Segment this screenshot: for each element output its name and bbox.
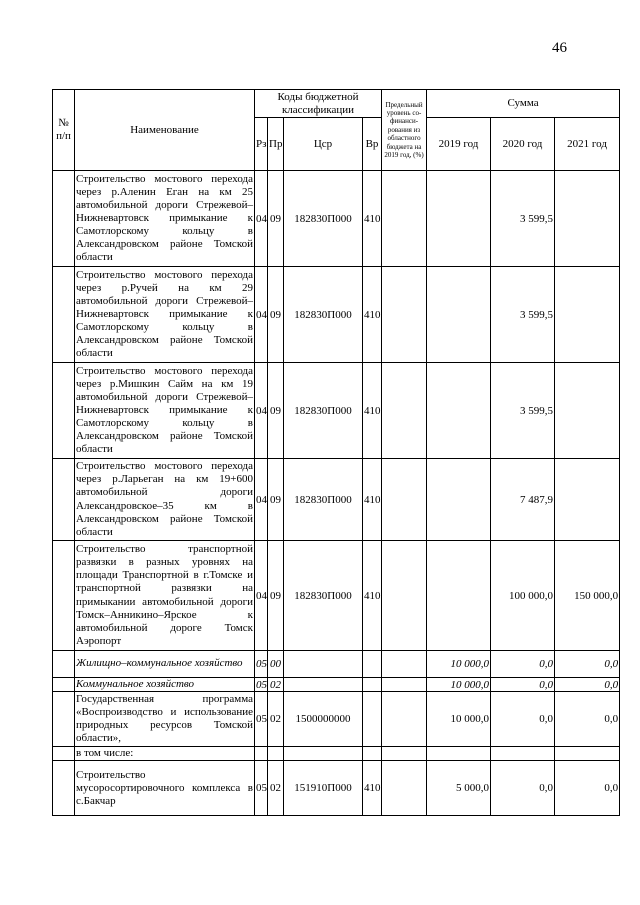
row-limit [382, 171, 427, 267]
row-csr: 182830П000 [284, 363, 363, 459]
row-rz: 05 [255, 692, 268, 747]
row-limit [382, 459, 427, 541]
row-csr: 1500000000 [284, 692, 363, 747]
row-2019: 10 000,0 [427, 692, 491, 747]
table-row [53, 678, 620, 692]
row-vr [363, 678, 382, 692]
table-row [53, 541, 620, 651]
row-vr: 410 [363, 459, 382, 541]
row-2021: 150 000,0 [555, 541, 620, 651]
row-vr: 410 [363, 267, 382, 363]
row-vr: 410 [363, 171, 382, 267]
row-2020: 0,0 [491, 692, 555, 747]
page-number: 46 [552, 40, 567, 56]
row-name: Коммунальное хозяйство [75, 678, 255, 692]
row-rz: 04 [255, 459, 268, 541]
row-2020: 0,0 [491, 761, 555, 816]
table-row [53, 651, 620, 678]
header-codes-group: Коды бюджетной классификации [255, 90, 382, 118]
row-csr: 182830П000 [284, 459, 363, 541]
row-rz: 04 [255, 267, 268, 363]
row-csr [284, 651, 363, 678]
row-limit [382, 363, 427, 459]
table-header [53, 90, 620, 171]
header-sum-group: Сумма [427, 90, 620, 118]
row-pr: 00 [268, 651, 284, 678]
row-2020: 0,0 [491, 651, 555, 678]
row-rz: 04 [255, 363, 268, 459]
row-limit [382, 761, 427, 816]
row-pr: 02 [268, 678, 284, 692]
row-2019 [427, 541, 491, 651]
row-limit [382, 747, 427, 761]
row-pr: 09 [268, 267, 284, 363]
row-rz: 05 [256, 678, 267, 691]
row-2019: 10 000,0 [427, 678, 491, 692]
header-limit: Предельный уровень со- финанси- рования из областного бюджета на 2019 год, (%) [382, 90, 427, 171]
row-limit [382, 541, 427, 651]
row-rz: 04 [255, 171, 268, 267]
table-row [53, 747, 620, 761]
row-pr [268, 747, 284, 761]
budget-table [52, 89, 620, 816]
row-rz: 05 [255, 651, 268, 678]
row-2020: 0,0 [491, 678, 555, 692]
row-vr [363, 651, 382, 678]
row-name: Строительство мостового перехода через р.Мишкин Сайм на км 19 автомобильной дороги Стрежевой–Нижневартовск примыкание к Самотлорскому кольцу в Александровском районе Томской области [75, 363, 255, 459]
row-name: Жилищно–коммунальное хозяйство [75, 651, 255, 678]
row-num [53, 678, 75, 692]
row-csr: 151910П000 [284, 761, 363, 816]
table-row [53, 692, 620, 747]
row-2020 [491, 747, 555, 761]
row-num [53, 651, 75, 678]
table-row [53, 363, 620, 459]
row-num [53, 541, 75, 651]
header-rz: Рз [255, 118, 268, 171]
row-name: Строительство мостового перехода через р.Ручей на км 29 автомобильной дороги Стрежевой–Нижневартовск примыкание к Самотлорскому кольцу в Александровском районе Томской области [75, 267, 255, 363]
row-2021: 0,0 [555, 678, 620, 692]
header-csr: Цср [284, 118, 363, 171]
row-num [53, 171, 75, 267]
header-2020: 2020 год [491, 118, 555, 171]
header-pr: Пр [268, 118, 284, 171]
row-csr: 182830П000 [284, 267, 363, 363]
row-2021 [555, 747, 620, 761]
row-name: Строительство мостового перехода через р.Ларьеган на км 19+600 автомобильной дороги Александровское–35 км в Александровском районе Томской области [75, 459, 255, 541]
row-2019 [427, 459, 491, 541]
row-2020: 7 487,9 [491, 459, 555, 541]
row-2021: 0,0 [555, 761, 620, 816]
row-name: Строительство транспортной развязки в разных уровнях на площади Транспортной в г.Томске и транспортной развязки на примыкании автомобильной дороги Томск–Анникино–Ярское к автомобильной дороге Томск Аэропорт [75, 541, 255, 651]
header-vr: Вр [363, 118, 382, 171]
header-2019: 2019 год [427, 118, 491, 171]
row-pr: 09 [268, 541, 284, 651]
row-name: Строительство мусоросортировочного комплекса в с.Бакчар [75, 761, 255, 816]
row-vr [363, 747, 382, 761]
table-row [53, 267, 620, 363]
row-2019 [427, 267, 491, 363]
row-num [53, 267, 75, 363]
row-vr: 410 [363, 761, 382, 816]
row-csr: 182830П000 [284, 171, 363, 267]
row-2021 [555, 459, 620, 541]
row-2021: 0,0 [555, 692, 620, 747]
row-num [53, 747, 75, 761]
row-vr: 410 [363, 363, 382, 459]
table-row [53, 459, 620, 541]
row-2021: 0,0 [555, 651, 620, 678]
header-2021: 2021 год [555, 118, 620, 171]
row-csr [284, 678, 363, 692]
row-2021 [555, 267, 620, 363]
row-name: Государственная программа «Воспроизводство и использование природных ресурсов Томской области», [75, 692, 255, 747]
table-body [53, 171, 620, 816]
row-vr [363, 692, 382, 747]
row-name: в том числе: [75, 747, 255, 761]
row-2019: 5 000,0 [427, 761, 491, 816]
header-num: № п/п [53, 90, 75, 171]
row-2020: 100 000,0 [491, 541, 555, 651]
row-2021 [555, 363, 620, 459]
row-rz: 04 [255, 541, 268, 651]
row-2020: 3 599,5 [491, 267, 555, 363]
row-rz: 05 [255, 761, 268, 816]
row-num [53, 761, 75, 816]
row-csr [284, 747, 363, 761]
row-pr: 09 [268, 171, 284, 267]
table-row [53, 171, 620, 267]
row-limit [382, 678, 427, 692]
row-csr: 182830П000 [284, 541, 363, 651]
header-name: Наименование [75, 90, 255, 171]
row-num [53, 692, 75, 747]
row-limit [382, 651, 427, 678]
row-num [53, 363, 75, 459]
row-num [53, 459, 75, 541]
row-pr: 09 [268, 459, 284, 541]
row-name: Строительство мостового перехода через р.Аленин Еган на км 25 автомобильной дороги Стрежевой–Нижневартовск примыкание к Самотлорскому кольцу в Александровском районе Томской области [75, 171, 255, 267]
row-2019 [427, 363, 491, 459]
row-pr: 02 [268, 761, 284, 816]
row-limit [382, 267, 427, 363]
row-pr: 09 [268, 363, 284, 459]
row-2019: 10 000,0 [427, 651, 491, 678]
row-limit [382, 692, 427, 747]
row-2019 [427, 171, 491, 267]
row-vr: 410 [363, 541, 382, 651]
row-rz [255, 747, 268, 761]
row-2021 [555, 171, 620, 267]
row-2020: 3 599,5 [491, 363, 555, 459]
row-2020: 3 599,5 [491, 171, 555, 267]
row-2019 [427, 747, 491, 761]
row-pr: 02 [268, 692, 284, 747]
table-row [53, 761, 620, 816]
